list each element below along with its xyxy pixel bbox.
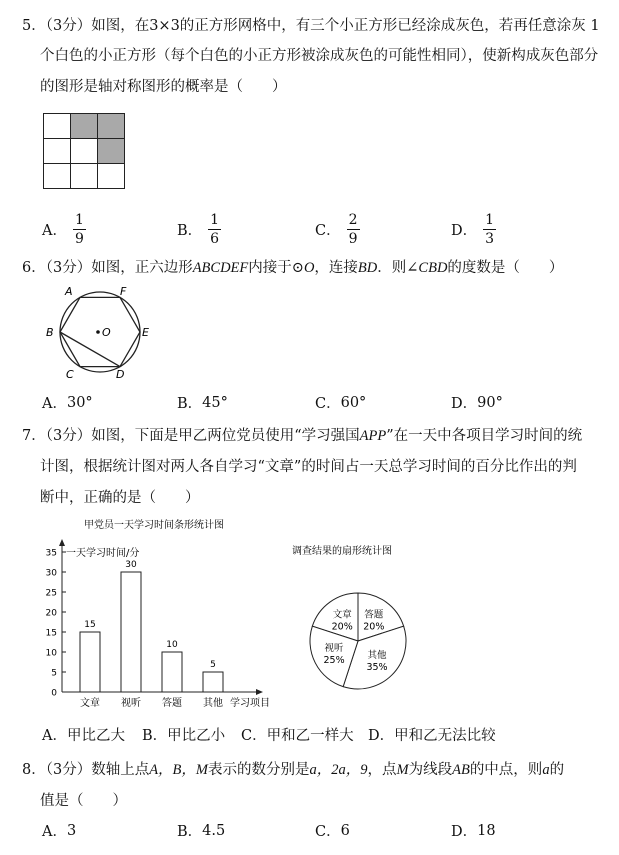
q8-stem-part: 的 <box>549 762 565 778</box>
bar-chart-xlabel: 学习项目 <box>230 698 270 709</box>
fraction-numerator: 1 <box>485 212 495 228</box>
option-text: 90° <box>477 394 503 411</box>
y-tick-label: 10 <box>45 648 57 659</box>
y-tick-label: 0 <box>51 688 57 699</box>
fraction <box>347 213 360 246</box>
grid-row <box>44 114 125 139</box>
fraction <box>73 213 86 246</box>
grid-cell-white <box>44 139 71 164</box>
bar-value-label: 15 <box>84 620 96 630</box>
q7-line-1 <box>22 424 582 445</box>
q7-option-c[interactable] <box>241 724 354 745</box>
fraction-denominator: 9 <box>348 231 358 247</box>
q6-angle-cbd: CBD <box>418 260 448 276</box>
q7-option-b[interactable] <box>142 724 225 745</box>
bar-value-label: 10 <box>166 640 178 650</box>
center-dot <box>96 330 100 334</box>
option-label: A． <box>42 223 67 239</box>
pie-chart-title: 调查结果的扇形统计图 <box>292 546 392 557</box>
q5-line-1: 5．（3分）如图，在3×3的正方形网格中，有三个小正方形已经涂成灰色，若再任意涂灰 1 <box>22 18 600 34</box>
option-text: 甲比乙小 <box>167 728 226 744</box>
y-tick-label: 5 <box>51 668 57 679</box>
q8-stem-part: ，点 <box>367 762 397 778</box>
bar <box>162 652 182 692</box>
fraction <box>483 213 496 246</box>
q8-stem-part: 为线段 <box>408 762 453 778</box>
grid-cell-gray <box>98 139 125 164</box>
q6-option-c[interactable] <box>315 392 366 413</box>
q6-segment-bd: BD <box>357 260 378 276</box>
q6-circle-name: O <box>303 260 315 276</box>
pie-slice-percent: 35% <box>366 662 388 674</box>
q8-segment-ab: AB <box>452 762 470 778</box>
option-label: C． <box>315 396 341 412</box>
fraction-numerator: 1 <box>74 212 84 228</box>
pie-slice-percent: 20% <box>331 621 353 633</box>
q8-option-b[interactable] <box>177 820 225 841</box>
option-text: 3 <box>66 822 77 839</box>
fraction <box>208 213 221 246</box>
vertex-label-e: E <box>142 326 149 339</box>
pie-slice-label: 文章 <box>332 609 352 621</box>
option-text: 4.5 <box>202 822 226 839</box>
fraction-denominator: 9 <box>74 231 84 247</box>
q8-points: A，B，M <box>149 762 208 778</box>
grid-cell-white <box>71 164 98 189</box>
x-category-label: 其他 <box>203 698 223 709</box>
q7-option-a[interactable] <box>42 724 125 745</box>
q8-stem-part: 8．（3分）数轴上点 <box>22 762 150 778</box>
q7-line-2: 计图，根据统计图对两人各自学习“文章”的时间占一天总学习时间的百分比作出的判 <box>40 459 577 475</box>
option-text: 6 <box>340 822 350 839</box>
q8-option-c[interactable] <box>315 820 350 841</box>
y-axis-arrow <box>59 539 65 546</box>
bar-value-label: 5 <box>210 660 216 670</box>
bar-chart-ylabel: 一天学习时间/分 <box>66 548 140 559</box>
grid-cell-white <box>71 139 98 164</box>
vertex-label-c: C <box>66 368 74 381</box>
q6-stem-part: 内接于⊙ <box>248 260 304 276</box>
q8-line-2: 值是（ ） <box>40 793 127 809</box>
option-label: B． <box>177 396 203 412</box>
option-label: B． <box>177 223 203 239</box>
grid-cell-white <box>44 164 71 189</box>
pie-slice-label: 视听 <box>324 643 344 655</box>
q5-line-3: 的图形是轴对称图形的概率是（ ） <box>40 79 287 95</box>
option-text: 30° <box>66 394 93 411</box>
option-label: A． <box>42 728 67 744</box>
q8-point-m: M <box>396 762 409 778</box>
q6-option-d[interactable] <box>451 392 503 413</box>
bar-chart-title: 甲党员一天学习时间条形统计图 <box>84 520 224 531</box>
option-label: D． <box>368 728 395 744</box>
y-tick-label: 25 <box>45 588 57 599</box>
option-label: C． <box>315 223 341 239</box>
grid-row <box>44 164 125 189</box>
q6-stem-part: ，连接 <box>314 260 358 276</box>
pie-slice-percent: 25% <box>323 655 345 667</box>
vertex-label-d: D <box>116 368 125 381</box>
pie-slice-label: 其他 <box>367 650 387 662</box>
grid-row <box>44 139 125 164</box>
option-text: 甲和乙无法比较 <box>394 728 496 744</box>
hexagon <box>60 297 140 366</box>
grid-cell-gray <box>98 114 125 139</box>
y-tick-label: 20 <box>45 608 57 619</box>
q6-stem-part: 6．（3分）如图，正六边形 <box>22 260 193 276</box>
q7-app-name: APP <box>359 428 387 444</box>
option-label: D． <box>451 824 478 840</box>
option-text: 18 <box>477 822 496 839</box>
q7-option-d[interactable] <box>368 724 496 745</box>
grid-cell-gray <box>71 114 98 139</box>
q6-stem-part: ．则∠ <box>377 260 419 276</box>
q5-grid-figure <box>43 113 125 189</box>
option-label: D． <box>451 223 478 239</box>
segment-bd <box>60 332 120 367</box>
x-category-label: 答题 <box>162 698 182 709</box>
q5-option-d[interactable] <box>451 213 496 246</box>
q6-hexagon-figure <box>40 284 160 384</box>
option-label: B． <box>142 728 168 744</box>
pie-slice-percent: 20% <box>363 621 385 633</box>
option-label: A． <box>42 396 67 412</box>
y-tick-label: 35 <box>45 548 57 559</box>
vertex-label-f: F <box>120 285 127 298</box>
q8-line-1 <box>22 758 564 779</box>
option-text: 60° <box>340 394 367 411</box>
q8-stem-part: 的中点，则 <box>469 762 543 778</box>
x-axis-arrow <box>256 689 263 695</box>
y-tick-label: 15 <box>45 628 57 639</box>
fraction-denominator: 3 <box>485 231 495 247</box>
fraction-numerator: 2 <box>348 212 358 228</box>
q6-stem <box>22 256 563 277</box>
q8-values: a，2a，9 <box>309 762 368 778</box>
grid-cell-white <box>44 114 71 139</box>
option-label: B． <box>177 824 203 840</box>
center-label-o: O <box>102 326 111 339</box>
q7-line-3: 断中，正确的是（ ） <box>40 490 200 506</box>
bar-chart <box>30 514 280 714</box>
option-label: A． <box>42 824 67 840</box>
q7-stem-part: ”在一天中各项目学习时间的统 <box>386 428 583 444</box>
q6-stem-part: 的度数是（ ） <box>447 260 564 276</box>
option-label: D． <box>451 396 478 412</box>
q8-option-d[interactable] <box>451 820 496 841</box>
q7-stem-part: 7．（3分）如图，下面是甲乙两位党员使用“学习强国 <box>22 428 360 444</box>
bar <box>121 572 141 692</box>
q8-variable-a: a <box>542 762 550 778</box>
pie-slice-label: 答题 <box>364 609 384 621</box>
bar <box>203 672 223 692</box>
q5-option-a[interactable] <box>42 213 86 246</box>
q5-line-2: 个白色的小正方形（每个白色的小正方形被涂成灰色的可能性相同），使新构成灰色部分 <box>40 48 599 64</box>
option-label: C． <box>241 728 267 744</box>
grid-cell-white <box>98 164 125 189</box>
q8-option-a[interactable] <box>42 820 76 841</box>
q5-option-b[interactable] <box>177 213 221 246</box>
fraction-numerator: 1 <box>210 212 220 228</box>
pie-chart <box>282 540 432 710</box>
vertex-label-a: A <box>65 285 73 298</box>
option-label: C． <box>315 824 341 840</box>
option-text: 甲和乙一样大 <box>266 728 354 744</box>
q5-option-c[interactable] <box>315 213 360 246</box>
fraction-denominator: 6 <box>210 231 220 247</box>
q6-hexagon-name: ABCDEF <box>192 260 249 276</box>
option-text: 45° <box>202 394 228 411</box>
y-tick-label: 30 <box>45 568 57 579</box>
bar <box>80 632 100 692</box>
x-category-label: 文章 <box>80 698 100 709</box>
q6-option-a[interactable] <box>42 392 93 413</box>
q6-option-b[interactable] <box>177 392 228 413</box>
vertex-label-b: B <box>46 326 54 339</box>
bar-value-label: 30 <box>125 560 137 570</box>
circle-o <box>60 292 140 372</box>
option-text: 甲比乙大 <box>66 728 125 744</box>
x-category-label: 视听 <box>121 698 141 709</box>
q8-stem-part: 表示的数分别是 <box>208 762 310 778</box>
